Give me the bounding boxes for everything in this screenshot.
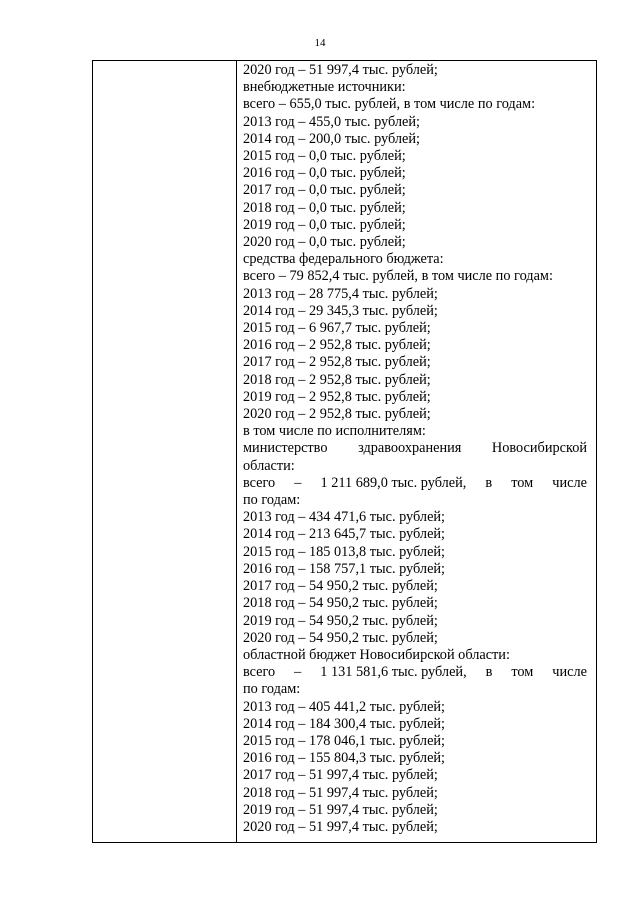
text-line: 2019 год – 2 952,8 тыс. рублей; xyxy=(243,388,431,405)
text-line: 2018 год – 54 950,2 тыс. рублей; xyxy=(243,595,438,612)
text-line: 2016 год – 0,0 тыс. рублей; xyxy=(243,165,406,182)
column-divider xyxy=(236,61,237,842)
text-line: 2020 год – 0,0 тыс. рублей; xyxy=(243,234,406,251)
text-line: 2014 год – 213 645,7 тыс. рублей; xyxy=(243,526,446,543)
text-line: 2016 год – 158 757,1 тыс. рублей; xyxy=(243,560,446,577)
text-line: 2014 год – 184 300,4 тыс. рублей; xyxy=(243,715,446,732)
text-word: 1 131 581,6 тыс. рублей, xyxy=(320,664,467,681)
text-word: числе xyxy=(552,474,587,491)
text-line: 2013 год – 28 775,4 тыс. рублей; xyxy=(243,285,438,302)
text-line: 2015 год – 178 046,1 тыс. рублей; xyxy=(243,732,446,749)
text-word: том xyxy=(511,664,534,681)
text-line: 2015 год – 0,0 тыс. рублей; xyxy=(243,148,406,165)
text-word: числе xyxy=(552,664,587,681)
text-line: 2016 год – 2 952,8 тыс. рублей; xyxy=(243,337,431,354)
text-line: 2015 год – 185 013,8 тыс. рублей; xyxy=(243,543,446,560)
text-word: всего xyxy=(243,664,276,681)
text-word: том xyxy=(511,474,534,491)
justified-text-line xyxy=(243,475,587,492)
text-line: 2019 год – 51 997,4 тыс. рублей; xyxy=(243,801,438,818)
text-line: 2017 год – 2 952,8 тыс. рублей; xyxy=(243,354,431,371)
text-line: 2014 год – 29 345,3 тыс. рублей; xyxy=(243,302,438,319)
text-word: 1 211 689,0 тыс. рублей, xyxy=(320,474,467,491)
funding-table xyxy=(92,60,597,843)
text-line: 2018 год – 0,0 тыс. рублей; xyxy=(243,199,406,216)
text-line: областной бюджет Новосибирской области: xyxy=(243,646,510,663)
text-line: 2015 год – 6 967,7 тыс. рублей; xyxy=(243,320,431,337)
text-line: средства федерального бюджета: xyxy=(243,251,444,268)
text-word: здравоохранения xyxy=(358,440,462,457)
text-line: 2020 год – 51 997,4 тыс. рублей; xyxy=(243,818,438,835)
text-line: 2020 год – 51 997,4 тыс. рублей; xyxy=(243,62,438,78)
justified-text-line xyxy=(243,440,587,457)
text-line: 2014 год – 200,0 тыс. рублей; xyxy=(243,130,421,147)
text-line: 2013 год – 405 441,2 тыс. рублей; xyxy=(243,698,446,715)
text-word: всего xyxy=(243,474,276,491)
text-line: 2017 год – 54 950,2 тыс. рублей; xyxy=(243,578,438,595)
text-line: внебюджетные источники: xyxy=(243,79,406,96)
text-word: министерство xyxy=(243,440,328,457)
text-line: 2013 год – 434 471,6 тыс. рублей; xyxy=(243,509,446,526)
text-line: всего – 79 852,4 тыс. рублей, в том числе по годам: xyxy=(243,268,553,285)
text-line: 2016 год – 155 804,3 тыс. рублей; xyxy=(243,750,446,767)
text-word: Новосибирской xyxy=(491,440,587,457)
text-word: в xyxy=(485,664,493,681)
text-line: 2013 год – 455,0 тыс. рублей; xyxy=(243,113,421,130)
text-line: 2019 год – 54 950,2 тыс. рублей; xyxy=(243,612,438,629)
text-word: – xyxy=(294,474,302,491)
text-line: 2017 год – 51 997,4 тыс. рублей; xyxy=(243,767,438,784)
page-number: 14 xyxy=(314,37,326,49)
text-line: 2017 год – 0,0 тыс. рублей; xyxy=(243,182,406,199)
justified-text-line xyxy=(243,664,587,681)
text-word: в xyxy=(485,474,493,491)
text-line: всего – 655,0 тыс. рублей, в том числе по годам: xyxy=(243,96,536,113)
text-line: по годам: xyxy=(243,681,301,698)
text-line: 2018 год – 2 952,8 тыс. рублей; xyxy=(243,371,431,388)
text-line: 2020 год – 54 950,2 тыс. рублей; xyxy=(243,629,438,646)
text-word: – xyxy=(294,664,302,681)
text-line: по годам: xyxy=(243,492,301,509)
text-line: 2019 год – 0,0 тыс. рублей; xyxy=(243,216,406,233)
text-line: 2018 год – 51 997,4 тыс. рублей; xyxy=(243,784,438,801)
text-line: в том числе по исполнителям: xyxy=(243,423,426,440)
funding-text-cell xyxy=(243,62,587,836)
text-line: 2020 год – 2 952,8 тыс. рублей; xyxy=(243,406,431,423)
text-line: области: xyxy=(243,457,295,474)
